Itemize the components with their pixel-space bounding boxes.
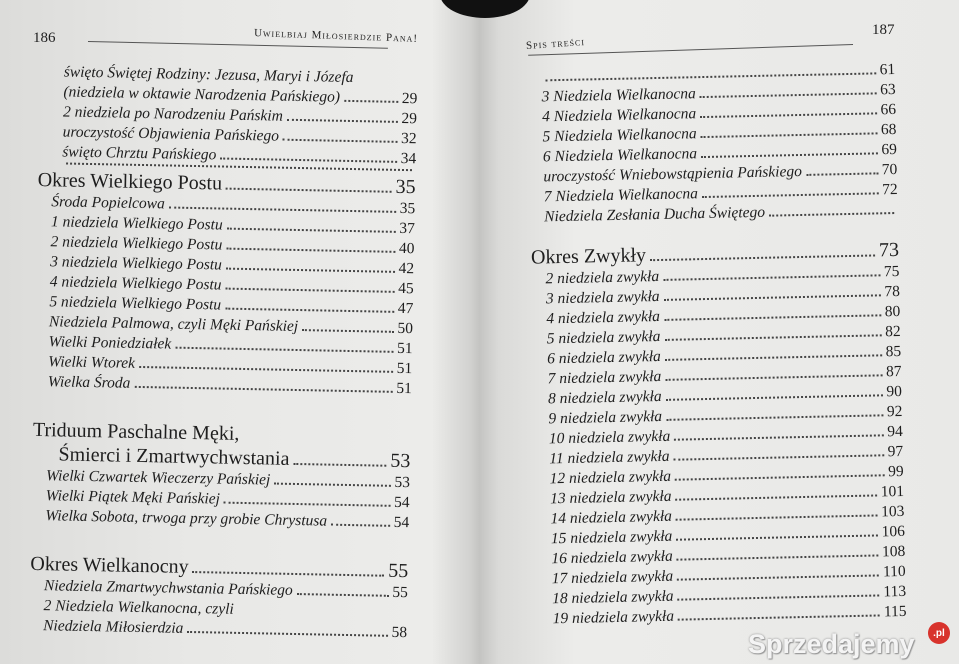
toc-entry-title: święto Chrztu Pańskiego	[62, 143, 217, 164]
toc-page-number: 51	[396, 359, 413, 378]
dot-leader	[674, 454, 884, 460]
toc-page-number: 54	[393, 513, 410, 532]
toc-entry-title: 6 Niedziela Wielkanocna	[542, 145, 698, 166]
toc-entry-title: 12 niedziela zwykła	[549, 467, 672, 488]
toc-page-number: 37	[399, 219, 416, 238]
toc-page-number: 68	[880, 120, 897, 139]
toc-entry-title: 17 niedziela zwykła	[551, 567, 674, 588]
dot-leader	[226, 188, 392, 193]
toc-page-number: 82	[885, 322, 901, 341]
dot-leader	[226, 248, 395, 253]
book-spine-shadow	[440, 0, 530, 18]
dot-leader	[302, 329, 393, 333]
toc-entry-title: 3 niedziela zwykła	[545, 287, 660, 308]
watermark-badge: .pl	[928, 622, 950, 644]
toc-entry-title: 18 niedziela zwykła	[552, 587, 674, 608]
toc-entry-title: 7 Niedziela Wielkanocna	[543, 185, 699, 206]
toc-entry-title: Śmierci i Zmartwychwstania	[58, 443, 290, 470]
dot-leader	[225, 308, 394, 313]
toc-page-number: 87	[885, 362, 902, 381]
dot-leader	[701, 132, 877, 138]
toc-entry-title: Środa Popielcowa	[51, 193, 165, 213]
toc-page-number: 63	[879, 80, 896, 99]
dot-leader	[227, 228, 396, 233]
toc-entry-title: uroczystość Objawienia Pańskiego	[62, 123, 280, 145]
toc-entry-title: 8 niedziela zwykła	[547, 387, 662, 408]
toc-entry-title: 13 niedziela zwykła	[549, 487, 672, 508]
dot-leader	[665, 354, 882, 361]
dot-leader	[769, 212, 894, 217]
toc-page-number: 103	[881, 502, 905, 521]
dot-leader	[287, 119, 398, 123]
dot-leader	[139, 366, 393, 373]
dot-leader	[187, 631, 387, 637]
dot-leader	[676, 514, 877, 520]
toc-entry-title: Wielki Piątek Męki Pańskiej	[45, 487, 221, 508]
toc-page-number: 69	[881, 140, 898, 159]
dot-leader	[220, 157, 396, 162]
toc-page-number: 50	[397, 319, 414, 338]
dot-leader	[664, 334, 881, 341]
toc-page-number: 90	[886, 382, 903, 401]
toc-entry-title: Wielki Poniedziałek	[48, 333, 172, 353]
toc-entry-title: 1 niedziela Wielkiego Postu	[50, 213, 223, 234]
toc-entry-title: 9 niedziela zwykła	[548, 407, 663, 428]
toc-page-number: 55	[388, 559, 409, 583]
right-page-number: 187	[872, 22, 895, 38]
left-page-toc	[29, 62, 418, 643]
toc-entry-title: Niedziela Palmowa, czyli Męki Pańskiej	[48, 313, 299, 336]
dot-leader	[545, 72, 875, 81]
toc-entry-title: 11 niedziela zwykła	[549, 447, 670, 468]
dot-leader	[297, 593, 389, 597]
toc-page-number: 29	[401, 89, 418, 108]
left-page-number: 186	[33, 30, 56, 46]
dot-leader	[344, 100, 398, 103]
toc-page-number: 35	[399, 199, 416, 218]
toc-page-number: 47	[397, 299, 414, 318]
toc-page-number: 58	[391, 623, 408, 642]
toc-page-number: 29	[401, 109, 418, 128]
toc-page-number: 75	[883, 262, 900, 281]
dot-leader	[650, 254, 875, 261]
toc-page-number: 61	[879, 60, 896, 79]
toc-entry-title: Niedziela Zmartwychwstania Pańskiego	[43, 577, 293, 599]
toc-page-number: 92	[886, 402, 903, 421]
toc-entry-title: 2 Niedziela Wielkanocna, czyli	[43, 597, 234, 618]
toc-page-number: 53	[394, 473, 411, 492]
toc-entry-title: Wielka Sobota, trwoga przy grobie Chrystusa	[45, 507, 328, 530]
toc-page-number: 106	[881, 522, 906, 541]
toc-entry-title: 7 niedziela zwykła	[547, 367, 662, 388]
dot-leader	[192, 571, 384, 577]
toc-entry-title: Okres Wielkanocny	[30, 552, 189, 578]
dot-leader	[678, 614, 880, 620]
dot-leader	[676, 494, 877, 500]
toc-entry-title: 2 niedziela zwykła	[545, 267, 660, 288]
dot-leader	[700, 112, 876, 118]
toc-page-number: 34	[400, 149, 417, 168]
dot-leader	[663, 274, 880, 281]
dot-leader	[283, 139, 397, 143]
toc-page-number: 73	[878, 238, 900, 262]
toc-page-number: 115	[883, 602, 907, 621]
toc-entry-title: 10 niedziela zwykła	[548, 427, 671, 448]
dot-leader	[664, 314, 881, 321]
toc-entry-title: Triduum Paschalne Męki,	[32, 418, 240, 445]
toc-page-number: 32	[400, 129, 417, 148]
toc-entry-title: 6 niedziela zwykła	[547, 347, 661, 368]
toc-entry-title: Okres Zwykły	[530, 244, 647, 269]
toc-entry-title: 2 niedziela po Narodzeniu Pańskim	[62, 103, 284, 125]
toc-entry-title: Wielka Środa	[47, 373, 131, 392]
toc-entry-title: Wielki Czwartek Wieczerzy Pańskiej	[45, 467, 271, 489]
dot-leader	[677, 554, 878, 560]
dot-leader	[274, 483, 390, 487]
toc-entry-title: 5 niedziela Wielkiego Postu	[49, 293, 222, 314]
dot-leader	[331, 524, 390, 527]
dot-leader	[806, 172, 878, 176]
dot-leader	[293, 463, 386, 467]
dot-leader	[675, 474, 884, 480]
dot-leader	[701, 152, 877, 158]
dot-leader	[677, 574, 879, 580]
toc-page-number: 51	[396, 339, 413, 358]
toc-page-number: 113	[883, 582, 907, 601]
dot-leader	[666, 394, 883, 401]
dot-leader	[676, 534, 877, 540]
dot-leader	[134, 386, 392, 393]
left-running-head: Uwielbiaj Miłosierdzie Pana!	[253, 27, 419, 45]
toc-entry-title: 4 Niedziela Wielkanocna	[541, 105, 697, 126]
toc-page-number: 78	[884, 282, 901, 301]
toc-page-number: 40	[398, 239, 415, 258]
right-running-head: Spis treści	[525, 35, 586, 53]
toc-entry-title: 5 niedziela zwykła	[546, 327, 661, 348]
toc-page-number: 72	[882, 180, 898, 199]
toc-entry-title: 16 niedziela zwykła	[551, 547, 673, 568]
toc-entry-title: Niedziela Zesłania Ducha Świętego	[544, 203, 766, 226]
toc-entry-title: Niedziela Miłosierdzia	[43, 617, 184, 637]
toc-entry-title: 3 niedziela Wielkiego Postu	[50, 253, 223, 274]
toc-page-number: 70	[881, 160, 898, 179]
dot-leader	[226, 268, 395, 273]
dot-leader	[702, 192, 878, 198]
toc-page-number: 99	[887, 462, 904, 481]
watermark-text: Sprzedajemy	[748, 629, 915, 659]
toc-entry-title: 4 niedziela zwykła	[546, 307, 661, 328]
toc-page-number: 53	[390, 449, 411, 473]
toc-entry-title: 19 niedziela zwykła	[552, 607, 675, 628]
toc-page-number: 97	[887, 442, 904, 461]
dot-leader	[700, 92, 876, 98]
toc-page-number: 42	[398, 259, 415, 278]
dot-leader	[169, 206, 396, 212]
toc-entry-title: 2 niedziela Wielkiego Postu	[50, 233, 223, 254]
toc-entry-title: 4 niedziela Wielkiego Postu	[49, 273, 222, 294]
toc-page-number: 80	[884, 302, 901, 321]
toc-entry-title: święto Świętej Rodziny: Jezusa, Maryi i Józefa	[63, 63, 354, 87]
toc-page-number: 55	[392, 583, 409, 602]
toc-entry-title: Okres Wielkiego Postu	[37, 168, 223, 195]
toc-page-number: 85	[885, 342, 902, 361]
right-page-toc	[527, 60, 907, 630]
toc-page-number: 51	[396, 379, 412, 398]
toc-page-number: 108	[881, 542, 906, 561]
dot-leader	[665, 374, 882, 381]
dot-leader	[666, 414, 883, 421]
dot-leader	[678, 594, 880, 600]
toc-entry-title: 3 Niedziela Wielkanocna	[541, 85, 696, 106]
toc-page-number: 66	[880, 100, 897, 119]
toc-page-number: 94	[887, 422, 903, 441]
toc-page-number: 35	[395, 175, 416, 199]
toc-page-number: 54	[393, 493, 410, 512]
dot-leader	[224, 502, 390, 507]
dot-leader	[175, 347, 393, 353]
toc-page-number: 110	[882, 562, 906, 581]
toc-entry-title: Wielki Wtorek	[48, 353, 136, 372]
toc-page-number: 45	[398, 279, 414, 298]
toc-entry-title: uroczystość Wniebowstąpienia Pańskiego	[543, 162, 803, 186]
dot-leader	[674, 434, 883, 440]
toc-entry-title: 14 niedziela zwykła	[550, 507, 673, 528]
dot-leader	[225, 288, 394, 293]
toc-entry-title: (niedziela w oktawie Narodzenia Pańskiego)	[63, 83, 341, 106]
toc-entry-title: 15 niedziela zwykła	[550, 527, 673, 548]
dot-leader	[664, 294, 881, 301]
toc-entry-title: 5 Niedziela Wielkanocna	[542, 125, 697, 146]
toc-page-number: 101	[880, 482, 905, 501]
